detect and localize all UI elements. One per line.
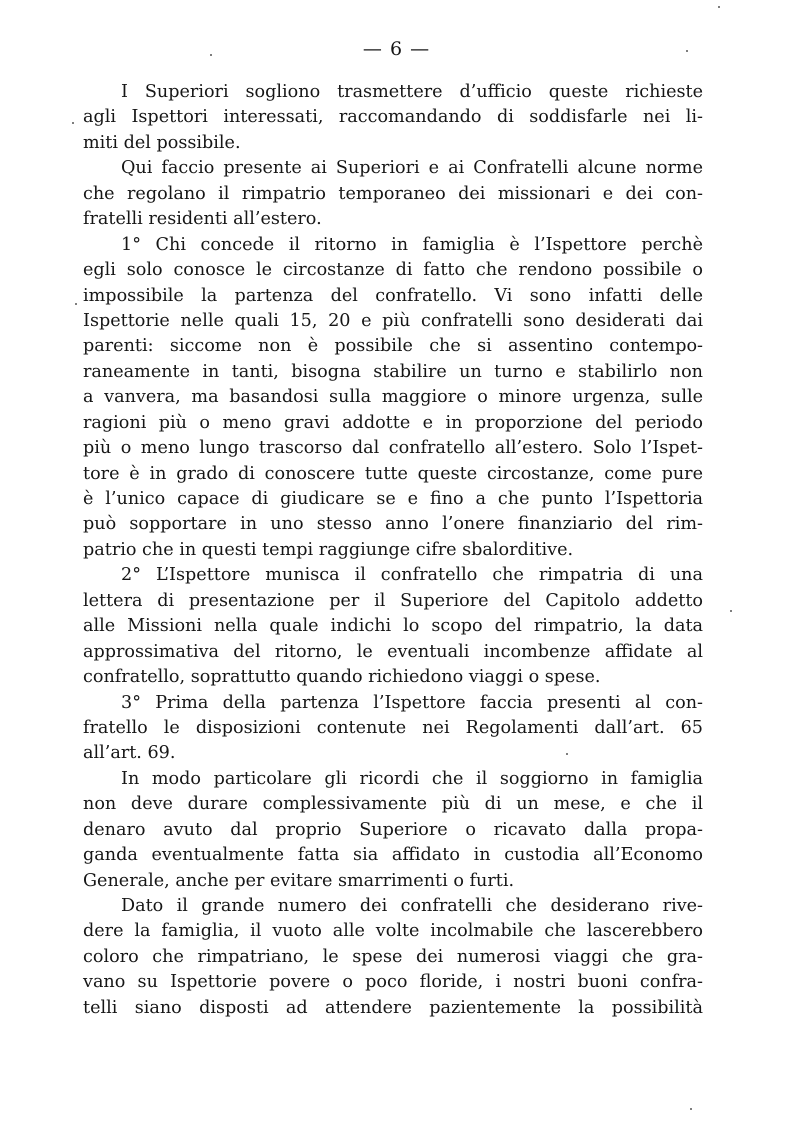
print-speck (686, 50, 688, 52)
text-line: lettera di presentazione per il Superiore del Capitolo addetto (83, 590, 703, 611)
text-line: denaro avuto dal proprio Superiore o ricavato dalla propa- (83, 819, 703, 840)
text-line: ganda eventualmente fatta sia affidato in custodia all’Economo (83, 845, 703, 866)
text-line: Generale, anche per evitare smarrimenti o furti. (83, 870, 515, 891)
text-line: può sopportare in uno stesso anno l’onere finanziario del rim- (83, 514, 703, 535)
print-speck (718, 6, 720, 8)
text-line: non deve durare complessivamente più di un mese, e che il (83, 794, 703, 815)
print-speck (75, 303, 77, 305)
text-line: confratello, soprattutto quando richiedono viaggi o spese. (83, 667, 601, 688)
text-line: agli Ispettori interessati, raccomandando di soddisfarle nei li- (83, 107, 703, 128)
text-line: parenti: siccome non è possibile che si assentino contempo- (83, 336, 703, 357)
text-line: Dato il grande numero dei confratelli che desiderano rive- (121, 896, 703, 916)
text-line: è l’unico capace di giudicare se e fino a che punto l’Ispettoria (83, 489, 703, 509)
text-line: I Superiori sogliono trasmettere d’ufficio queste richieste (121, 82, 703, 102)
print-speck (72, 122, 74, 124)
print-speck (566, 753, 568, 755)
text-line: 2° L’Ispettore munisca il confratello che rimpatria di una (121, 565, 703, 586)
text-line: patrio che in questi tempi raggiunge cifre sbalorditive. (83, 539, 574, 560)
page-number: — 6 — (362, 38, 431, 60)
text-line: vano su Ispettorie povere o poco floride, i nostri buoni confra- (83, 972, 703, 993)
text-line: 3° Prima della partenza l’Ispettore faccia presenti al con- (121, 692, 703, 713)
text-line: Ispettorie nelle quali 15, 20 e più confratelli sono desiderati dai (83, 310, 703, 331)
text-line: raneamente in tanti, bisogna stabilire un turno e stabilirlo non (83, 361, 703, 382)
text-line: coloro che rimpatriano, le spese dei numerosi viaggi che gra- (83, 946, 703, 967)
text-line: all’art. 69. (83, 743, 176, 764)
print-speck (210, 54, 212, 56)
text-line: tore è in grado di conoscere tutte queste circostanze, come pure (83, 463, 703, 484)
text-line: più o meno lungo trascorso dal confratello all’estero. Solo l’Ispet- (83, 438, 703, 459)
text-line: ragioni più o meno gravi addotte e in proporzione del periodo (83, 412, 703, 433)
text-line: fratelli residenti all’estero. (83, 209, 322, 230)
text-line: In modo particolare gli ricordi che il soggiorno in famiglia (121, 768, 703, 789)
text-line: fratello le disposizioni contenute nei Regolamenti dall’art. 65 (83, 717, 703, 738)
text-line: 1° Chi concede il ritorno in famiglia è l’Ispettore perchè (121, 234, 703, 255)
print-speck (690, 1108, 692, 1110)
text-line: miti del possibile. (83, 132, 241, 153)
text-line: egli solo conosce le circostanze di fatto che rendono possibile o (83, 260, 703, 281)
text-line: che regolano il rimpatrio temporaneo dei missionari e dei con- (83, 183, 703, 204)
text-line: approssimativa del ritorno, le eventuali incombenze affidate al (83, 641, 703, 662)
body-text (83, 80, 703, 1021)
print-speck (730, 610, 732, 612)
text-line: alle Missioni nella quale indichi lo scopo del rimpatrio, la data (83, 616, 703, 637)
text-line: a vanvera, ma basandosi sulla maggiore o minore urgenza, sulle (83, 387, 703, 408)
text-line: Qui faccio presente ai Superiori e ai Confratelli alcune norme (121, 158, 703, 179)
text-line: dere la famiglia, il vuoto alle volte incolmabile che lascerebbero (83, 921, 703, 942)
text-line: impossibile la partenza del confratello. Vi sono infatti delle (83, 285, 703, 306)
text-line: telli siano disposti ad attendere pazientemente la possibilità (83, 997, 703, 1018)
